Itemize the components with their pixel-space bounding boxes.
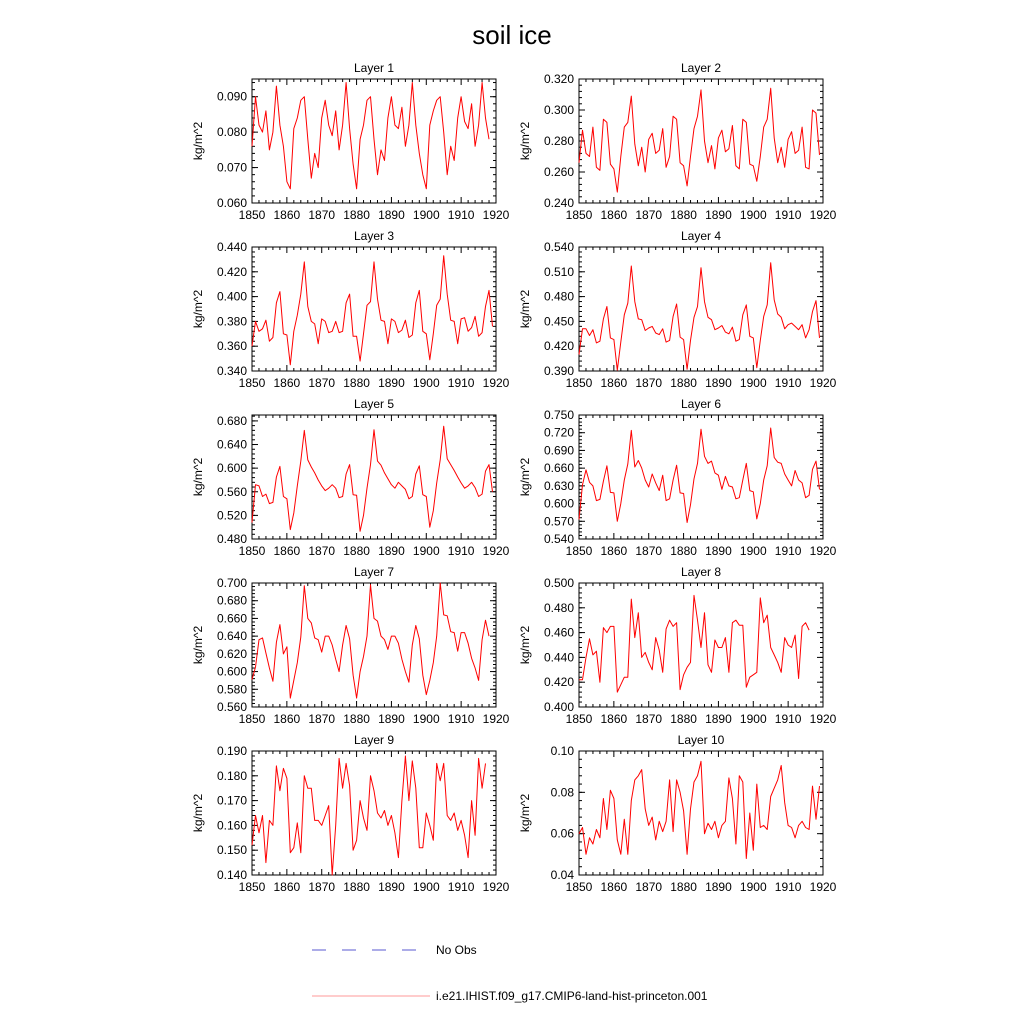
- series-line: [252, 256, 493, 365]
- y-tick-label: 0.540: [543, 532, 574, 546]
- x-tick-label: 1900: [739, 376, 767, 390]
- x-tick-label: 1900: [412, 376, 440, 390]
- x-tick-label: 1880: [343, 208, 370, 222]
- x-tick-label: 1870: [635, 544, 663, 558]
- y-axis-label: kg/m^2: [191, 457, 205, 497]
- x-tick-label: 1890: [378, 544, 405, 558]
- panel-title: Layer 6: [680, 397, 722, 411]
- y-tick-label: 0.340: [216, 364, 247, 378]
- x-tick-label: 1890: [705, 376, 732, 390]
- x-tick-label: 1860: [273, 208, 301, 222]
- y-tick-label: 0.420: [543, 675, 574, 690]
- y-tick-label: 0.090: [216, 89, 247, 104]
- x-tick-label: 1870: [308, 880, 336, 894]
- y-tick-label: 0.690: [543, 443, 574, 458]
- x-tick-label: 1850: [238, 544, 266, 558]
- y-axis-label: kg/m^2: [191, 793, 205, 833]
- y-tick-label: 0.080: [216, 125, 247, 140]
- x-tick-label: 1900: [739, 208, 767, 222]
- x-tick-label: 1860: [600, 208, 628, 222]
- panel-layer-5: [191, 397, 510, 558]
- y-axis-label: kg/m^2: [191, 625, 205, 665]
- y-tick-label: 0.280: [543, 134, 574, 148]
- y-tick-label: 0.320: [543, 72, 574, 86]
- y-axis-label: kg/m^2: [518, 121, 532, 161]
- series-line: [252, 83, 489, 189]
- x-tick-label: 1910: [447, 208, 475, 222]
- panel-layer-1: [191, 61, 510, 222]
- y-tick-label: 0.440: [543, 650, 574, 665]
- y-tick-label: 0.630: [543, 478, 574, 493]
- x-tick-label: 1900: [412, 544, 440, 558]
- y-tick-label: 0.06: [550, 826, 574, 841]
- panel-title: Layer 3: [353, 229, 395, 243]
- x-tick-label: 1920: [482, 544, 510, 558]
- y-axis-label: kg/m^2: [191, 289, 205, 329]
- x-tick-label: 1910: [447, 376, 475, 390]
- x-tick-label: 1870: [308, 544, 336, 558]
- y-tick-label: 0.510: [543, 264, 574, 279]
- x-tick-label: 1910: [774, 712, 802, 726]
- x-tick-label: 1920: [809, 712, 837, 726]
- series-line: [579, 595, 809, 692]
- x-tick-label: 1850: [238, 880, 266, 894]
- x-tick-label: 1890: [705, 880, 732, 894]
- x-tick-label: 1850: [565, 376, 593, 390]
- y-tick-label: 0.480: [216, 532, 247, 546]
- y-tick-label: 0.450: [543, 314, 574, 329]
- x-tick-label: 1850: [565, 208, 593, 222]
- x-tick-label: 1920: [809, 880, 837, 894]
- y-tick-label: 0.070: [216, 160, 247, 175]
- x-tick-label: 1870: [308, 712, 336, 726]
- panel-layer-6: [518, 397, 837, 558]
- x-tick-label: 1870: [308, 376, 336, 390]
- x-tick-label: 1880: [670, 208, 697, 222]
- x-tick-label: 1920: [482, 880, 510, 894]
- legend-model-label: i.e21.IHIST.f09_g17.CMIP6-land-hist-princeton.001: [436, 989, 708, 1003]
- x-tick-label: 1850: [238, 208, 266, 222]
- x-tick-label: 1880: [670, 544, 697, 558]
- y-tick-label: 0.08: [550, 785, 574, 800]
- panel-layer-7: [191, 565, 510, 726]
- x-tick-label: 1910: [774, 376, 802, 390]
- panel-title: Layer 7: [353, 565, 395, 579]
- x-tick-label: 1880: [670, 376, 697, 390]
- x-tick-label: 1910: [774, 208, 802, 222]
- x-tick-label: 1890: [705, 208, 732, 222]
- x-tick-label: 1880: [343, 712, 370, 726]
- series-line: [579, 428, 820, 523]
- plot-frame: [252, 583, 496, 707]
- y-tick-label: 0.170: [216, 793, 247, 808]
- x-tick-label: 1910: [447, 880, 475, 894]
- x-tick-label: 1850: [565, 544, 593, 558]
- x-tick-label: 1920: [482, 208, 510, 222]
- x-tick-label: 1880: [343, 544, 370, 558]
- y-tick-label: 0.260: [543, 165, 574, 179]
- y-tick-label: 0.570: [543, 514, 574, 529]
- x-tick-label: 1860: [600, 712, 628, 726]
- panel-title: Layer 8: [680, 565, 722, 579]
- x-tick-label: 1860: [273, 712, 301, 726]
- x-tick-label: 1850: [238, 712, 266, 726]
- y-tick-label: 0.620: [216, 646, 247, 661]
- y-tick-label: 0.500: [543, 576, 574, 590]
- panel-title: Layer 4: [680, 229, 722, 243]
- x-tick-label: 1870: [635, 880, 663, 894]
- legend: [312, 943, 708, 1003]
- y-axis-label: kg/m^2: [518, 457, 532, 497]
- y-tick-label: 0.060: [216, 196, 247, 210]
- series-line: [252, 583, 489, 698]
- x-tick-label: 1870: [635, 208, 663, 222]
- x-tick-label: 1920: [809, 208, 837, 222]
- x-tick-label: 1860: [600, 376, 628, 390]
- x-tick-label: 1870: [635, 376, 663, 390]
- y-tick-label: 0.750: [543, 408, 574, 422]
- y-tick-label: 0.640: [216, 437, 247, 452]
- y-tick-label: 0.180: [216, 768, 247, 783]
- y-tick-label: 0.560: [216, 700, 247, 714]
- x-tick-label: 1880: [343, 376, 370, 390]
- x-tick-label: 1880: [343, 880, 370, 894]
- x-tick-label: 1900: [739, 544, 767, 558]
- y-tick-label: 0.520: [216, 508, 247, 523]
- x-tick-label: 1860: [600, 544, 628, 558]
- y-tick-label: 0.440: [216, 240, 247, 254]
- x-tick-label: 1890: [378, 376, 405, 390]
- y-tick-label: 0.720: [543, 425, 574, 440]
- y-tick-label: 0.660: [543, 461, 574, 476]
- x-tick-label: 1850: [565, 712, 593, 726]
- x-tick-label: 1900: [739, 712, 767, 726]
- x-tick-label: 1880: [670, 712, 697, 726]
- y-tick-label: 0.600: [216, 664, 247, 679]
- y-tick-label: 0.420: [543, 339, 574, 354]
- x-tick-label: 1920: [809, 376, 837, 390]
- y-tick-label: 0.190: [216, 744, 247, 758]
- x-tick-label: 1860: [273, 880, 301, 894]
- x-tick-label: 1870: [308, 208, 336, 222]
- y-tick-label: 0.150: [216, 843, 247, 858]
- y-tick-label: 0.480: [543, 600, 574, 615]
- series-line: [579, 88, 820, 192]
- y-tick-label: 0.400: [216, 289, 247, 304]
- x-tick-label: 1910: [447, 712, 475, 726]
- y-tick-label: 0.680: [216, 413, 247, 428]
- y-tick-label: 0.660: [216, 611, 247, 626]
- x-tick-label: 1850: [238, 376, 266, 390]
- panel-title: Layer 5: [353, 397, 395, 411]
- x-tick-label: 1910: [447, 544, 475, 558]
- y-tick-label: 0.640: [216, 629, 247, 644]
- y-tick-label: 0.360: [216, 339, 247, 354]
- panel-layer-9: [191, 733, 510, 894]
- y-tick-label: 0.460: [543, 625, 574, 640]
- figure-title: soil ice: [472, 20, 552, 50]
- y-tick-label: 0.400: [543, 700, 574, 714]
- x-tick-label: 1920: [809, 544, 837, 558]
- x-tick-label: 1890: [705, 712, 732, 726]
- y-axis-label: kg/m^2: [518, 625, 532, 665]
- y-tick-label: 0.540: [543, 240, 574, 254]
- x-tick-label: 1900: [412, 208, 440, 222]
- y-tick-label: 0.600: [216, 461, 247, 476]
- x-tick-label: 1910: [774, 880, 802, 894]
- x-tick-label: 1890: [378, 208, 405, 222]
- y-tick-label: 0.380: [216, 314, 247, 329]
- y-tick-label: 0.580: [216, 682, 247, 697]
- x-tick-label: 1920: [482, 376, 510, 390]
- panel-layer-3: [191, 229, 510, 390]
- panel-layer-4: [518, 229, 837, 390]
- y-tick-label: 0.420: [216, 264, 247, 279]
- panel-title: Layer 2: [680, 61, 722, 75]
- x-tick-label: 1900: [739, 880, 767, 894]
- x-tick-label: 1890: [378, 880, 405, 894]
- panel-layer-2: [518, 61, 837, 222]
- panel-layer-8: [518, 565, 837, 726]
- y-tick-label: 0.390: [543, 364, 574, 378]
- y-tick-label: 0.600: [543, 496, 574, 511]
- y-tick-label: 0.140: [216, 868, 247, 882]
- y-tick-label: 0.700: [216, 576, 247, 590]
- y-tick-label: 0.240: [543, 196, 574, 210]
- x-tick-label: 1900: [412, 880, 440, 894]
- x-tick-label: 1860: [273, 376, 301, 390]
- y-tick-label: 0.480: [543, 289, 574, 304]
- panel-title: Layer 9: [353, 733, 395, 747]
- series-line: [579, 761, 820, 858]
- x-tick-label: 1850: [565, 880, 593, 894]
- y-tick-label: 0.680: [216, 593, 247, 608]
- x-tick-label: 1860: [600, 880, 628, 894]
- panel-title: Layer 1: [353, 61, 395, 75]
- y-axis-label: kg/m^2: [191, 121, 205, 161]
- x-tick-label: 1860: [273, 544, 301, 558]
- panels: [191, 61, 837, 894]
- y-tick-label: 0.10: [550, 744, 574, 758]
- series-line: [252, 756, 486, 875]
- x-tick-label: 1910: [774, 544, 802, 558]
- panel-layer-10: [518, 733, 837, 894]
- y-axis-label: kg/m^2: [518, 289, 532, 329]
- legend-no-obs-label: No Obs: [436, 943, 477, 957]
- series-line: [579, 263, 820, 371]
- y-tick-label: 0.04: [550, 868, 574, 882]
- x-tick-label: 1880: [670, 880, 697, 894]
- y-axis-label: kg/m^2: [518, 793, 532, 833]
- y-tick-label: 0.160: [216, 818, 247, 833]
- x-tick-label: 1900: [412, 712, 440, 726]
- x-tick-label: 1920: [482, 712, 510, 726]
- y-tick-label: 0.300: [543, 103, 574, 117]
- y-tick-label: 0.560: [216, 484, 247, 499]
- x-tick-label: 1890: [705, 544, 732, 558]
- series-line: [252, 426, 493, 531]
- x-tick-label: 1870: [635, 712, 663, 726]
- x-tick-label: 1890: [378, 712, 405, 726]
- panel-title: Layer 10: [677, 733, 725, 747]
- plot-frame: [579, 79, 823, 203]
